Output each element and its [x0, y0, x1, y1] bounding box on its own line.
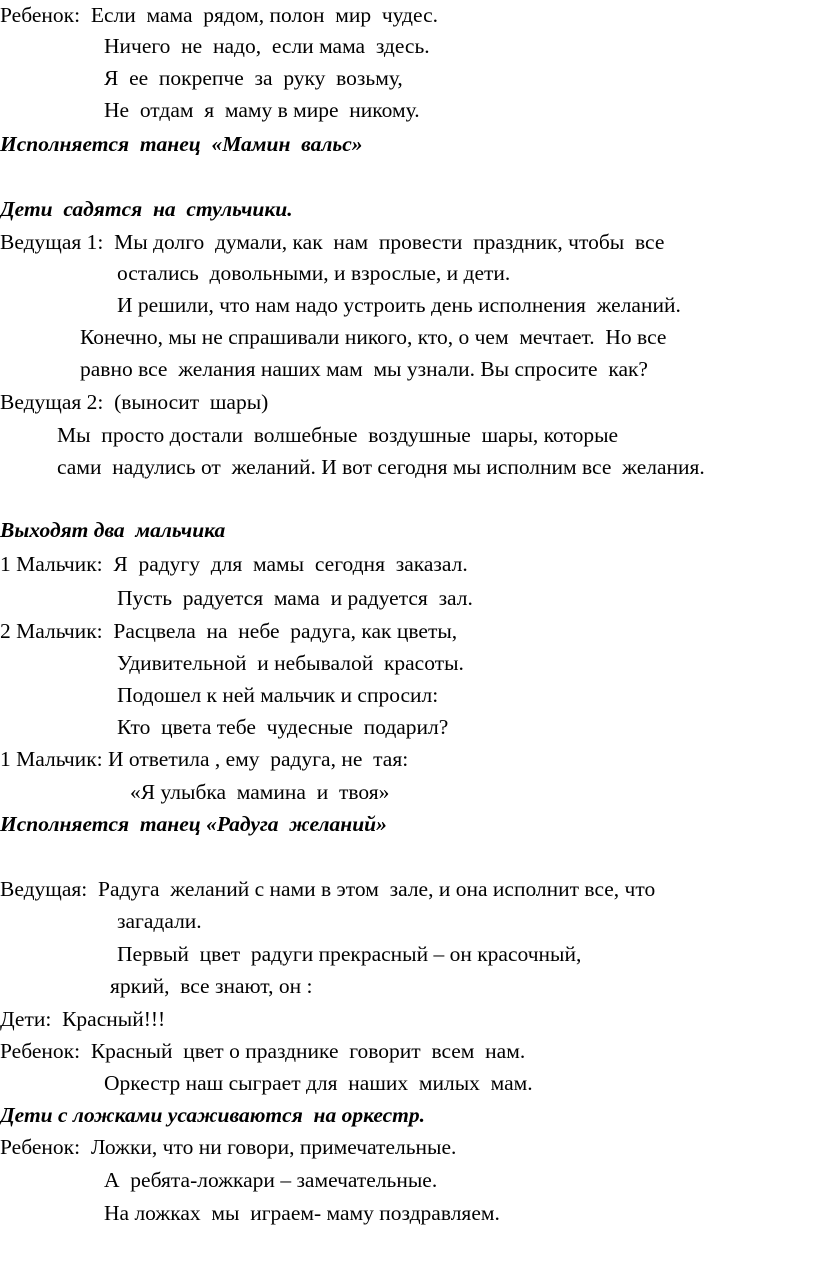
text-line: загадали.	[117, 909, 202, 933]
text-line: Кто цвета тебе чудесные подарил?	[117, 715, 449, 739]
text-line: 1 Мальчик: И ответила , ему радуга, не тая:	[0, 747, 409, 771]
text-line: Дети: Красный!!!	[0, 1007, 166, 1031]
text-line: 1 Мальчик: Я радугу для мамы сегодня заказал.	[0, 552, 468, 576]
text-line: Ведущая 1: Мы долго думали, как нам провести праздник, чтобы все	[0, 230, 665, 254]
text-line: Ведущая: Радуга желаний с нами в этом зале, и она исполнит все, что	[0, 877, 656, 901]
text-line: Не отдам я маму в мире никому.	[104, 98, 420, 122]
text-line: Ведущая 2: (выносит шары)	[0, 390, 269, 414]
text-line: 2 Мальчик: Расцвела на небе радуга, как цветы,	[0, 619, 458, 643]
text-line: Ребенок: Красный цвет о празднике говорит всем нам.	[0, 1039, 526, 1063]
text-line: На ложках мы играем- маму поздравляем.	[104, 1201, 500, 1225]
text-line: Ребенок: Если мама рядом, полон мир чудес.	[0, 3, 438, 27]
stage-direction: Исполняется танец «Мамин вальс»	[0, 132, 363, 156]
text-line: сами надулись от желаний. И вот сегодня мы исполним все желания.	[57, 455, 705, 479]
text-line: яркий, все знают, он :	[110, 974, 313, 998]
stage-direction: Дети с ложками усаживаются на оркестр.	[0, 1103, 425, 1127]
text-line: Мы просто достали волшебные воздушные шары, которые	[57, 423, 619, 447]
text-line: равно все желания наших мам мы узнали. Вы спросите как?	[80, 357, 648, 381]
text-line: Удивительной и небывалой красоты.	[117, 651, 464, 675]
text-line: остались довольными, и взрослые, и дети.	[117, 261, 511, 285]
text-line: «Я улыбка мамина и твоя»	[130, 780, 390, 804]
text-line: А ребята-ложкари – замечательные.	[104, 1168, 438, 1192]
text-line: Пусть радуется мама и радуется зал.	[117, 586, 473, 610]
stage-direction: Исполняется танец «Радуга желаний»	[0, 812, 387, 836]
text-line: Первый цвет радуги прекрасный – он красочный,	[117, 942, 582, 966]
text-line: Конечно, мы не спрашивали никого, кто, о чем мечтает. Но все	[80, 325, 667, 349]
stage-direction: Выходят два мальчика	[0, 518, 226, 542]
text-line: Подошел к ней мальчик и спросил:	[117, 683, 439, 707]
text-line: Ребенок: Ложки, что ни говори, примечательные.	[0, 1135, 457, 1159]
text-line: Оркестр наш сыграет для наших милых мам.	[104, 1071, 533, 1095]
text-line: Я ее покрепче за руку возьму,	[104, 66, 403, 90]
stage-direction: Дети садятся на стульчики.	[0, 197, 293, 221]
text-line: Ничего не надо, если мама здесь.	[104, 34, 430, 58]
text-line: И решили, что нам надо устроить день исполнения желаний.	[117, 293, 681, 317]
